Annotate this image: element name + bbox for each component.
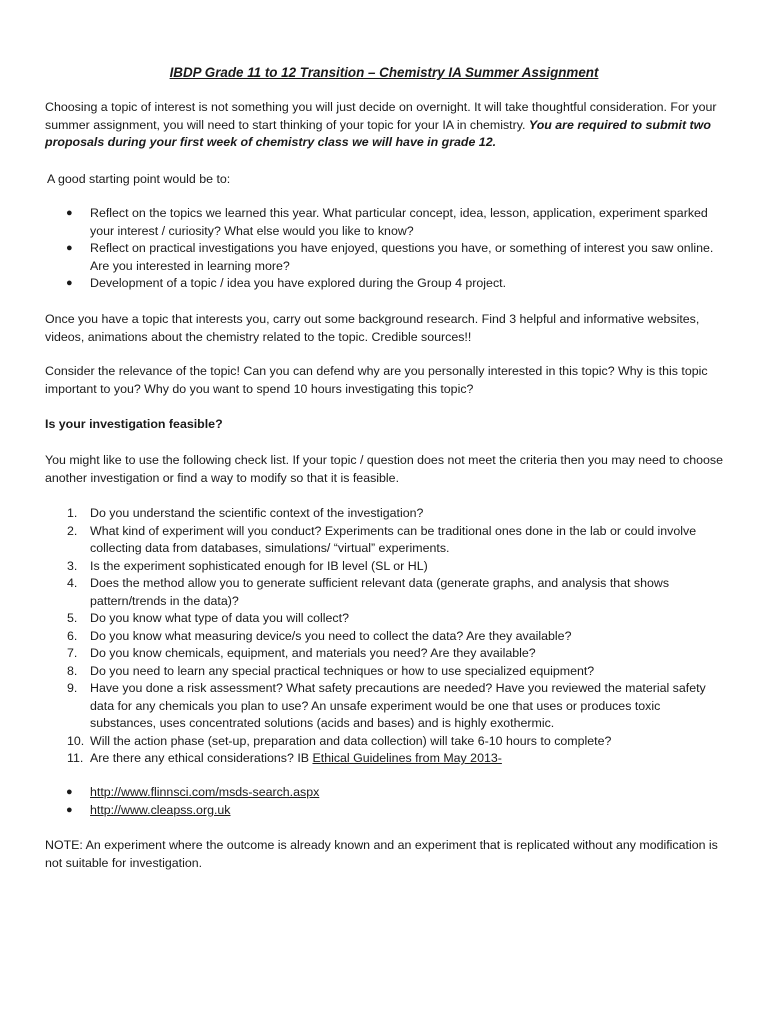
bullet-icon: ● (66, 242, 73, 254)
list-item (45, 275, 725, 293)
intro-paragraph (45, 99, 725, 152)
checklist-item (45, 523, 725, 558)
list-item-text: Reflect on the topics we learned this year. What particular concept, idea, lesson, application, experiment sparked your interest / curiosity? What else would you like to know? (90, 206, 708, 238)
checklist-item (45, 680, 725, 733)
checklist-item (45, 628, 725, 646)
list-item (45, 802, 725, 820)
intro-text: Choosing a topic of interest is not something you will just decide on overnight. It will take thoughtful consideration. For your summer assignment, you will need to start thinking of your topic for your IA in chemistry. (45, 100, 717, 132)
document-title: IBDP Grade 11 to 12 Transition – Chemistry IA Summer Assignment (169, 65, 599, 80)
checklist-number: 5. (67, 611, 78, 625)
checklist-item (45, 505, 725, 523)
checklist-number: 2. (67, 523, 78, 538)
checklist-item (45, 750, 725, 768)
note-paragraph: NOTE: An experiment where the outcome is already known and an experiment that is replicated without any modification is not suitable for investigation. (45, 838, 718, 870)
checklist-number: 7. (67, 646, 78, 660)
checklist-item (45, 663, 725, 681)
checklist-text: Is the experiment sophisticated enough for IB level (SL or HL) (90, 558, 428, 573)
checklist-text: What kind of experiment will you conduct? Experiments can be traditional ones done in the lab or could involve collecting data from databases, simulations/ “virtual” experiments. (90, 523, 697, 555)
checklist-number: 9. (67, 681, 78, 695)
list-item (45, 240, 725, 275)
list-item (45, 784, 725, 802)
checklist-number: 8. (67, 663, 78, 678)
feasibility-checklist (45, 505, 725, 768)
checklist-number: 1. (67, 506, 78, 520)
checklist-text: Does the method allow you to generate sufficient relevant data (generate graphs, and analysis that shows pattern/trends in the data)? (90, 576, 670, 608)
list-item-text: Reflect on practical investigations you have enjoyed, questions you have, or something of interest you saw online. Are you interested in learning more? (90, 241, 714, 273)
ethical-guidelines-link[interactable]: Ethical Guidelines from May 2013- (312, 751, 502, 765)
research-paragraph: Once you have a topic that interests you, carry out some background research. Find 3 helpful and informative websites, videos, animations about the chemistry related to the topic. Credible sources!! (45, 312, 700, 344)
checklist-number: 6. (67, 628, 78, 643)
intro-emphasis: You are required to submit two proposals during your first week of chemistry class we will have in grade 12. (45, 117, 711, 149)
checklist-item (45, 733, 725, 751)
checklist-item (45, 645, 725, 663)
feasible-heading: Is your investigation feasible? (45, 417, 223, 431)
checklist-item (45, 610, 725, 628)
checklist-text: Do you need to learn any special practical techniques or how to use specialized equipment? (90, 663, 595, 678)
reference-links-list (45, 784, 725, 819)
bullet-icon: ● (66, 803, 73, 816)
list-item (45, 205, 725, 240)
starting-point-text: A good starting point would be to: (47, 172, 231, 186)
checklist-number: 10. (67, 733, 85, 748)
checklist-item (45, 558, 725, 576)
relevance-paragraph: Consider the relevance of the topic! Can you can defend why are you personally interested in this topic? Why is this topic important to you? Why do you want to spend 10 hours investigating this topic? (45, 364, 708, 396)
list-item-text: Development of a topic / idea you have explored during the Group 4 project. (90, 276, 507, 290)
bullet-icon: ● (66, 207, 73, 219)
starting-point-list (45, 205, 725, 293)
checklist-text: Are there any ethical considerations? IB (90, 751, 313, 765)
cleapss-link[interactable]: http://www.cleapss.org.uk (90, 802, 231, 817)
checklist-number: 11. (67, 751, 84, 765)
bullet-icon: ● (66, 277, 73, 289)
bullet-icon: ● (66, 786, 73, 798)
checklist-item (45, 575, 725, 610)
checklist-text: Will the action phase (set-up, preparation and data collection) will take 6-10 hours to complete? (90, 733, 612, 748)
checklist-text: Do you know what measuring device/s you need to collect the data? Are they available? (90, 628, 572, 643)
checklist-text: Do you know chemicals, equipment, and materials you need? Are they available? (90, 646, 536, 660)
checklist-intro: You might like to use the following check list. If your topic / question does not meet the criteria then you may need to choose another investigation or find a way to modify so that it is feasible. (45, 453, 723, 485)
checklist-number: 3. (67, 558, 78, 573)
checklist-text: Do you know what type of data you will collect? (90, 611, 349, 625)
flinnsci-link[interactable]: http://www.flinnsci.com/msds-search.aspx (90, 785, 320, 799)
checklist-text: Have you done a risk assessment? What safety precautions are needed? Have you reviewed the material safety data for any chemicals you plan to use? An unsafe experiment would be one that uses or produces toxic substances, uses concentrated solutions (acids and bases) and is highly exothermic. (90, 681, 706, 730)
checklist-text: Do you understand the scientific context of the investigation? (90, 506, 424, 520)
checklist-number: 4. (67, 576, 78, 590)
